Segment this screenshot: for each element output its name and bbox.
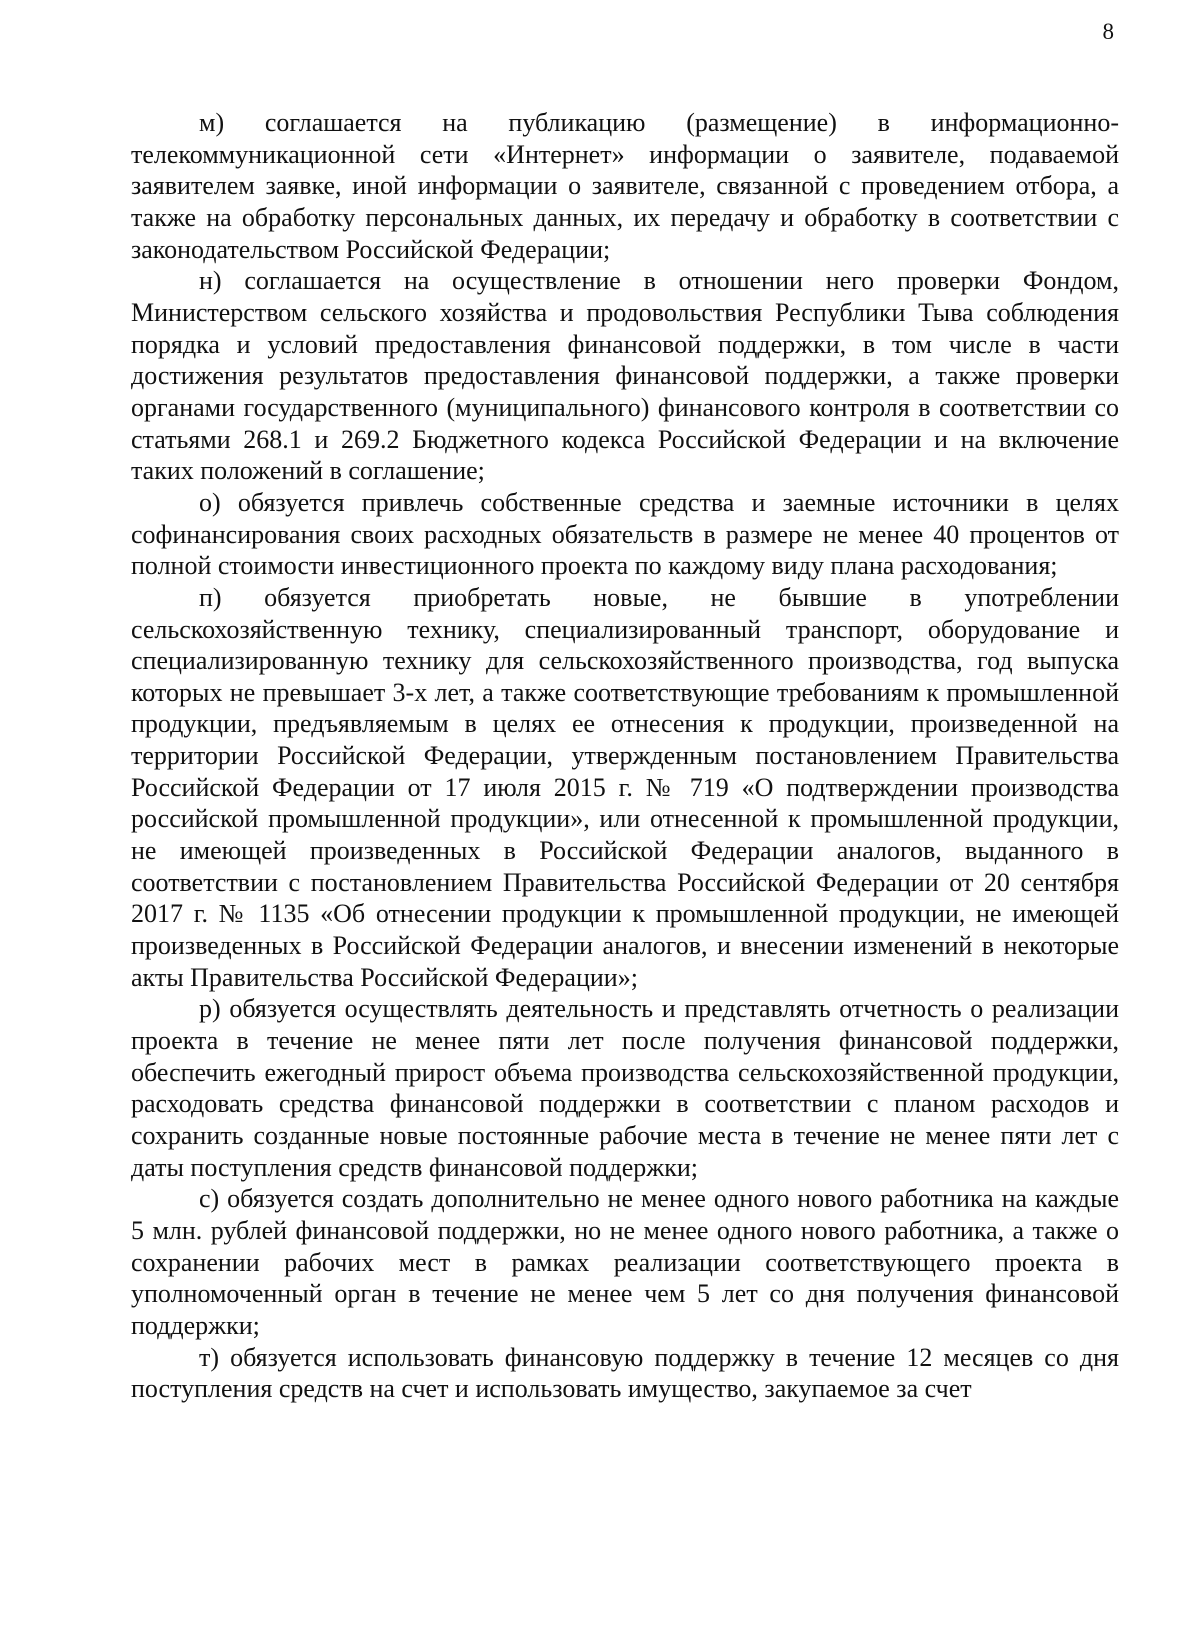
paragraph-r: р) обязуется осуществлять деятельность и представлять отчетность о реализации проекта в течение не менее пяти лет после получения финансовой поддержки, обеспечить ежегодный прирост объема производства сельскохозяйственной продукции, расходовать средства финансовой поддержки в соответствии с планом расходов и сохранить созданные новые постоянные рабочие места в течение не менее пяти лет с даты поступления средств финансовой поддержки; [131,994,1119,1182]
paragraph-s: с) обязуется создать дополнительно не менее одного нового работника на каждые 5 млн. рублей финансовой поддержки, но не менее одного нового работника, а также о сохранении рабочих мест в рамках реализации соответствующего проекта в уполномоченный орган в течение не менее чем 5 лет со дня получения финансовой поддержки; [131,1184,1119,1340]
page-number: 8 [1102,19,1114,44]
paragraph-t: т) обязуется использовать финансовую поддержку в течение 12 месяцев со дня поступления средств на счет и использовать имущество, закупаемое за счет [131,1342,1119,1404]
document-body [131,107,1119,1405]
paragraph-p: п) обязуется приобретать новые, не бывшие в употреблении сельскохозяйственную технику, специализированный транспорт, оборудование и специализированную технику для сельскохозяйственного производства, год выпуска которых не превышает 3-х лет, а также соответствующие требованиям к промышленной продукции, предъявляемым в целях ее отнесения к продукции, произведенной на территории Российской Федерации, утвержденным постановлением Правительства Российской Федерации от 17 июля 2015 г. № 719 «О подтверждении производства российской промышленной продукции», или отнесенной к промышленной продукции, не имеющей произведенных в Российской Федерации аналогов, выданного в соответствии с постановлением Правительства Российской Федерации от 20 сентября 2017 г. № 1135 «Об отнесении продукции к промышленной продукции, не имеющей произведенных в Российской Федерации аналогов, и внесении изменений в некоторые акты Правительства Российской Федерации»; [131,582,1119,992]
paragraph-o: о) обязуется привлечь собственные средства и заемные источники в целях софинансирования своих расходных обязательств в размере не менее 40 процентов от полной стоимости инвестиционного проекта по каждому виду плана расходования; [131,487,1119,581]
paragraph-m: м) соглашается на публикацию (размещение) в информационно-телекоммуникационной сети «Интернет» информации о заявителе, подаваемой заявителем заявке, иной информации о заявителе, связанной с проведением отбора, а также на обработку персональных данных, их передачу и обработку в соответствии с законодательством Российской Федерации; [131,108,1119,264]
paragraph-n: н) соглашается на осуществление в отношении него проверки Фондом, Министерством сельского хозяйства и продовольствия Республики Тыва соблюдения порядка и условий предоставления финансовой поддержки, в том числе в части достижения результатов предоставления финансовой поддержки, а также проверки органами государственного (муниципального) финансового контроля в соответствии со статьями 268.1 и 269.2 Бюджетного кодекса Российской Федерации и на включение таких положений в соглашение; [131,266,1119,486]
